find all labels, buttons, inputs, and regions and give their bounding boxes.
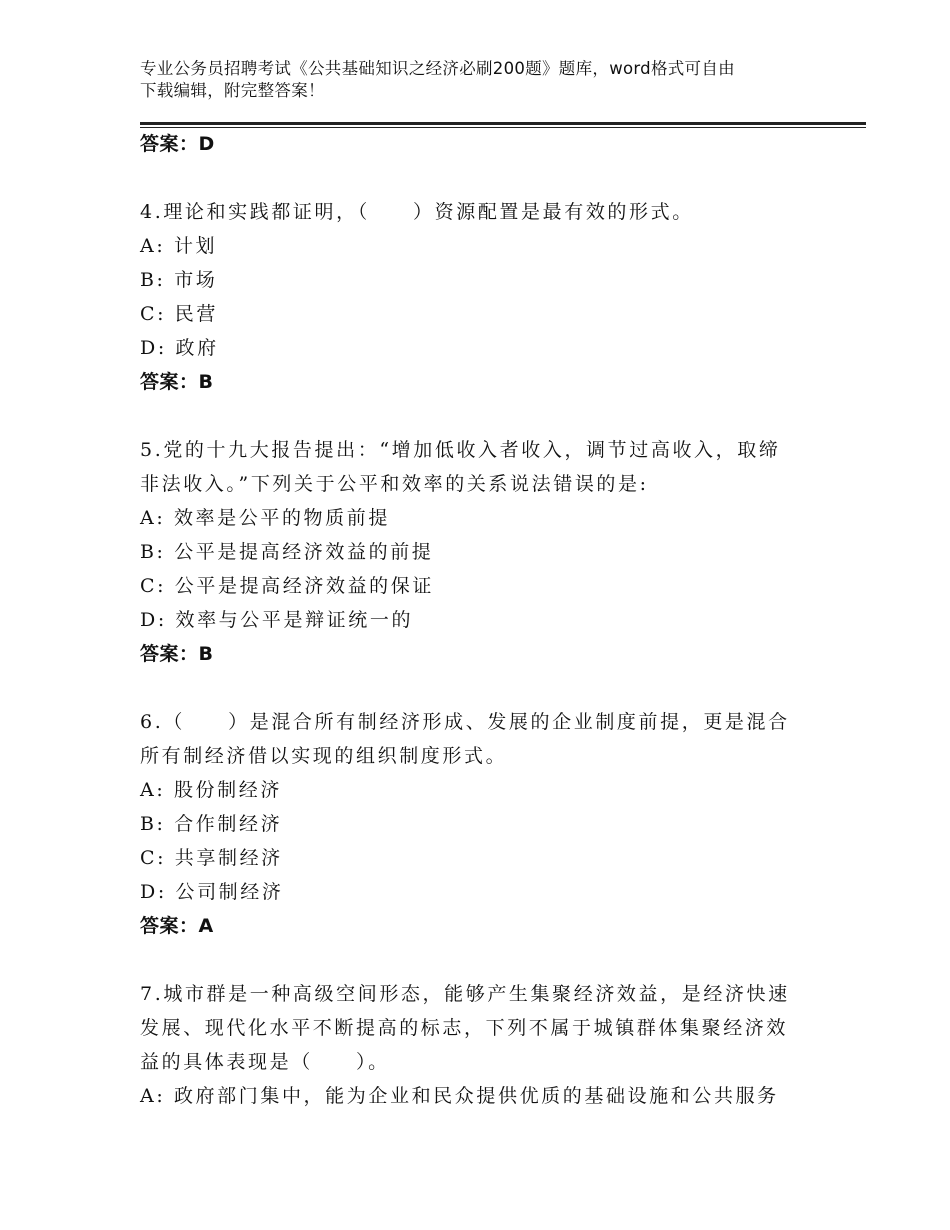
- question-4-option-a: A: 计划: [140, 235, 218, 257]
- question-6-stem-line-1: 6.（ ）是混合所有制经济形成、发展的企业制度前提，更是混合: [140, 711, 790, 733]
- question-6-option-c: C: 共享制经济: [140, 847, 283, 869]
- question-7-option-a: A: 政府部门集中，能为企业和民众提供优质的基础设施和公共服务: [140, 1085, 779, 1107]
- question-5-option-d: D: 效率与公平是辩证统一的: [140, 609, 414, 631]
- question-4-option-d: D: 政府: [140, 337, 219, 359]
- question-5: [140, 433, 820, 671]
- question-5-option-b: B: 公平是提高经济效益的前提: [140, 541, 434, 563]
- document-header: [140, 58, 810, 102]
- question-5-stem-line-1: 5.党的十九大报告提出：“增加低收入者收入，调节过高收入，取缔: [140, 439, 781, 461]
- question-5-option-a: A: 效率是公平的物质前提: [140, 507, 390, 529]
- question-6-answer: 答案：A: [140, 915, 214, 937]
- question-6-option-d: D: 公司制经济: [140, 881, 284, 903]
- question-4: [140, 195, 820, 399]
- question-7: [140, 977, 820, 1113]
- question-7-stem-line-2: 发展、现代化水平不断提高的标志，下列不属于城镇群体集聚经济效: [140, 1017, 789, 1039]
- question-6-option-a: A: 股份制经济: [140, 779, 282, 801]
- question-4-answer: 答案：B: [140, 371, 214, 393]
- question-4-option-c: C: 民营: [140, 303, 218, 325]
- header-divider-thick: [140, 122, 866, 125]
- question-5-option-c: C: 公平是提高经济效益的保证: [140, 575, 434, 597]
- question-6-option-b: B: 合作制经济: [140, 813, 283, 835]
- question-4-stem: 4.理论和实践都证明，（ ）资源配置是最有效的形式。: [140, 201, 694, 223]
- header-line-1: 专业公务员招聘考试《公共基础知识之经济必刷200题》题库，word格式可自由: [140, 59, 735, 78]
- header-line-2: 下载编辑，附完整答案！: [140, 81, 325, 100]
- question-5-answer: 答案：B: [140, 643, 214, 665]
- question-list: [140, 127, 820, 1113]
- answer-3: 答案：D: [140, 133, 215, 155]
- question-7-stem-line-1: 7.城市群是一种高级空间形态，能够产生集聚经济效益，是经济快速: [140, 983, 790, 1005]
- question-5-stem-line-2: 非法收入。”下列关于公平和效率的关系说法错误的是:: [140, 473, 649, 495]
- question-6: [140, 705, 820, 943]
- question-4-option-b: B: 市场: [140, 269, 218, 291]
- question-6-stem-line-2: 所有制经济借以实现的组织制度形式。: [140, 745, 508, 767]
- question-7-stem-line-3: 益的具体表现是（ ）。: [140, 1051, 390, 1073]
